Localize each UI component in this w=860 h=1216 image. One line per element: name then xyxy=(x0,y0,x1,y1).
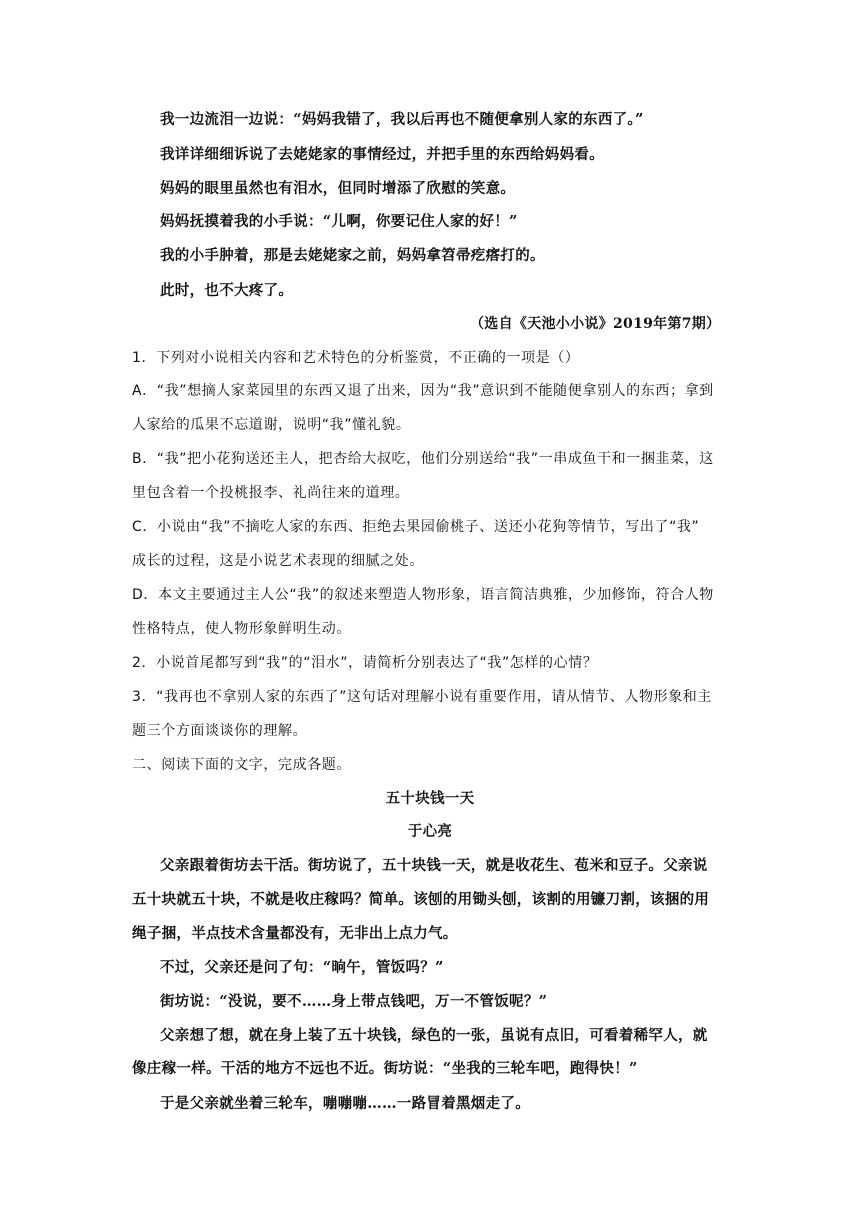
story-paragraph: 不过，父亲还是问了句：“晌午，管饭吗？” xyxy=(160,959,444,976)
option-d: D．本文主要通过主人公“我”的叙述来塑造人物形象，语言简洁典雅，少加修饰，符合人物 xyxy=(132,587,714,603)
question-1-stem: 1．下列对小说相关内容和艺术特色的分析鉴赏，不正确的一项是（） xyxy=(132,350,580,366)
story-author: 于心亮 xyxy=(407,823,453,840)
option-a-cont: 人家给的瓜果不忘道谢，说明“我”懂礼貌。 xyxy=(132,417,411,433)
question-3: 3．“我再也不拿别人家的东西了”这句话对理解小说有重要作用，请从情节、人物形象和主 xyxy=(132,689,713,705)
option-b-cont: 里包含着一个投桃报李、礼尚往来的道理。 xyxy=(132,485,410,501)
option-c: C．小说由“我”不摘吃人家的东西、拒绝去果园偷桃子、送还小花狗等情节，写出了“我” xyxy=(132,519,700,535)
story-paragraph: 我详详细细诉说了去姥姥家的事情经过，并把手里的东西给妈妈看。 xyxy=(160,146,604,163)
story-paragraph-cont: 五十块就五十块，不就是收庄稼吗？简单。该刨的用锄头刨，该割的用镰刀割，该捆的用 xyxy=(132,891,710,908)
option-d-cont: 性格特点，使人物形象鲜明生动。 xyxy=(132,621,351,637)
story-paragraph: 父亲想了想，就在身上装了五十块钱，绿色的一张，虽说有点旧，可看着稀罕人，就 xyxy=(160,1027,708,1044)
story-source: （选自《天池小小说》2019年第7期） xyxy=(470,316,721,332)
story-paragraph: 街坊说：“没说，要不……身上带点钱吧，万一不管饭呢？” xyxy=(160,993,548,1010)
story-paragraph-cont: 绳子捆，半点技术含量都没有，无非出上点力气。 xyxy=(132,925,458,942)
story-paragraph: 妈妈的眼里虽然也有泪水，但同时增添了欣慰的笑意。 xyxy=(160,180,516,197)
story-title: 五十块钱一天 xyxy=(385,790,475,807)
section-heading: 二、阅读下面的文字，完成各题。 xyxy=(132,757,351,773)
story-paragraph: 我一边流泪一边说：“妈妈我错了，我以后再也不随便拿别人家的东西了。” xyxy=(160,111,644,128)
option-a: A．“我”想摘人家菜园里的东西又退了出来，因为“我”意识到不能随便拿别人的东西；拿到 xyxy=(132,383,714,399)
question-2: 2．小说首尾都写到“我”的“泪水”，请简析分别表达了“我”怎样的心情？ xyxy=(132,655,598,671)
option-b: B．“我”把小花狗送还主人，把杏给大叔吃，他们分别送给“我”一串成鱼干和一捆韭菜，这 xyxy=(132,451,714,467)
question-3-cont: 题三个方面谈谈你的理解。 xyxy=(132,723,308,739)
option-c-cont: 成长的过程，这是小说艺术表现的细腻之处。 xyxy=(132,553,424,569)
story-paragraph: 此时，也不大疼了。 xyxy=(160,282,294,299)
story-paragraph: 我的小手肿着，那是去姥姥家之前，妈妈拿笤帚疙瘩打的。 xyxy=(160,247,545,264)
story-paragraph: 妈妈抚摸着我的小手说：“儿啊，你要记住人家的好！” xyxy=(160,213,518,230)
story-paragraph: 于是父亲就坐着三轮车，嘣嘣嘣……一路冒着黑烟走了。 xyxy=(160,1095,530,1112)
story-paragraph-cont: 像庄稼一样。干活的地方不远也不近。街坊说：“坐我的三轮车吧，跑得快！” xyxy=(132,1060,638,1077)
story-paragraph: 父亲跟着街坊去干活。街坊说了，五十块钱一天，就是收花生、苞米和豆子。父亲说 xyxy=(160,857,708,874)
